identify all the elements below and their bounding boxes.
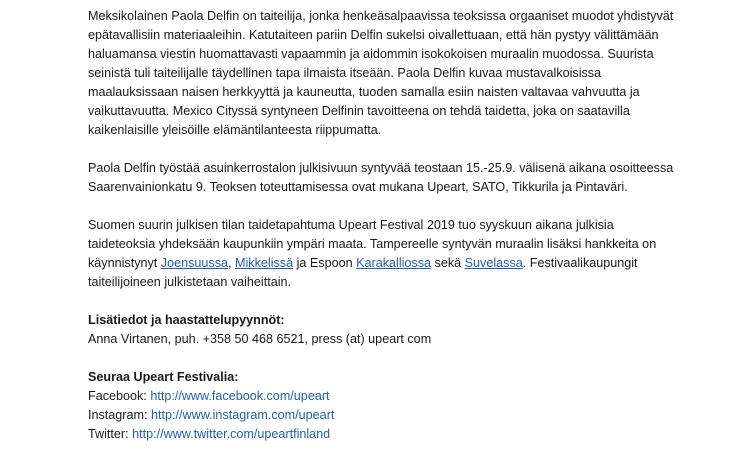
- paragraph-festival: [88, 216, 688, 292]
- instagram-row: [88, 406, 688, 425]
- section-contact: [88, 311, 688, 349]
- text-line: Meksikolainen Paola Delfin on taiteilija, jonka henkeäsalpaavissa teoksissa orgaaniset muodot yhdistyvät: [88, 9, 674, 23]
- press-release-body: [88, 7, 688, 463]
- text-line: taideteoksia yhdeksään kaupunkiin ympäri maata. Tampereelle syntyvän muraalin lisäksi hankkeita on: [88, 237, 657, 251]
- section-follow: [88, 368, 688, 444]
- facebook-link[interactable]: http://www.facebook.com/upeart: [150, 389, 330, 403]
- twitter-row: [88, 425, 688, 444]
- twitter-link[interactable]: http://www.twitter.com/upeartfinland: [132, 427, 331, 441]
- contact-details: Anna Virtanen, puh. +358 50 468 6521, press (at) upeart com: [88, 332, 432, 346]
- twitter-label: Twitter:: [88, 427, 133, 441]
- text-line: haluamansa viestin huomattavasti vapaammin ja aidommin isokokoisen muraalin muodossa. Suurista: [88, 47, 654, 61]
- text-fragment: . Festivaalikaupungit: [522, 256, 638, 270]
- text-line: Suomen suurin julkisen tilan taidetapahtuma Upeart Festival 2019 tuo syyskuun aikana julkisia: [88, 218, 614, 232]
- text-line: seinistä tuli taiteilijalle täydellinen tapa ilmaista itseään. Paola Delfin kuvaa mustavalkoisissa: [88, 66, 602, 80]
- text-line: maalauksissaan naisen herkkyyttä ja kauneutta, tuoden samalla esiin naisten valtavaa vahvuutta ja: [88, 85, 640, 99]
- text-line-with-links: [88, 254, 688, 273]
- facebook-label: Facebook:: [88, 389, 151, 403]
- contact-heading: Lisätiedot ja haastattelupyynnöt:: [88, 313, 285, 327]
- text-line: epätavallisiin materiaaleihin. Katutaiteen pariin Delfin sukelsi oivallettuaan, että hän pystyy välittämään: [88, 28, 659, 42]
- follow-heading: Seuraa Upeart Festivalia:: [88, 370, 239, 384]
- text-fragment: ,: [228, 256, 236, 270]
- text-line: Saarenvainionkatu 9. Teoksen toteuttamisessa ovat mukana Upeart, SATO, Tikkurila ja Pintaväri.: [88, 180, 628, 194]
- paragraph-work-schedule: [88, 159, 688, 197]
- paragraph-artist-intro: [88, 7, 688, 140]
- text-line: vaikuttavuutta. Mexico Cityssä syntyneen Delfinin tavoitteena on tehdä taidetta, joka on saatavilla: [88, 104, 630, 118]
- instagram-label: Instagram:: [88, 408, 151, 422]
- text-fragment: käynnistynyt: [88, 256, 161, 270]
- text-fragment: ja Espoon: [293, 256, 357, 270]
- link-joensuu[interactable]: Joensuussa: [160, 256, 229, 270]
- link-karakallio[interactable]: Karakalliossa: [356, 256, 432, 270]
- text-line: kaikenlaisille yleisöille elämäntilanteesta riippumatta.: [88, 123, 382, 137]
- text-fragment: sekä: [431, 256, 465, 270]
- facebook-row: [88, 387, 688, 406]
- text-line: taiteilijoineen julkistetaan vaiheittain.: [88, 275, 292, 289]
- link-mikkeli[interactable]: Mikkelissä: [235, 256, 294, 270]
- link-suvela[interactable]: Suvelassa: [464, 256, 523, 270]
- instagram-link[interactable]: http://www.instagram.com/upeart: [151, 408, 335, 422]
- text-line: Paola Delfin työstää asuinkerrostalon julkisivuun syntyvää teostaan 15.-25.9. välisenä aikana osoitteessa: [88, 161, 674, 175]
